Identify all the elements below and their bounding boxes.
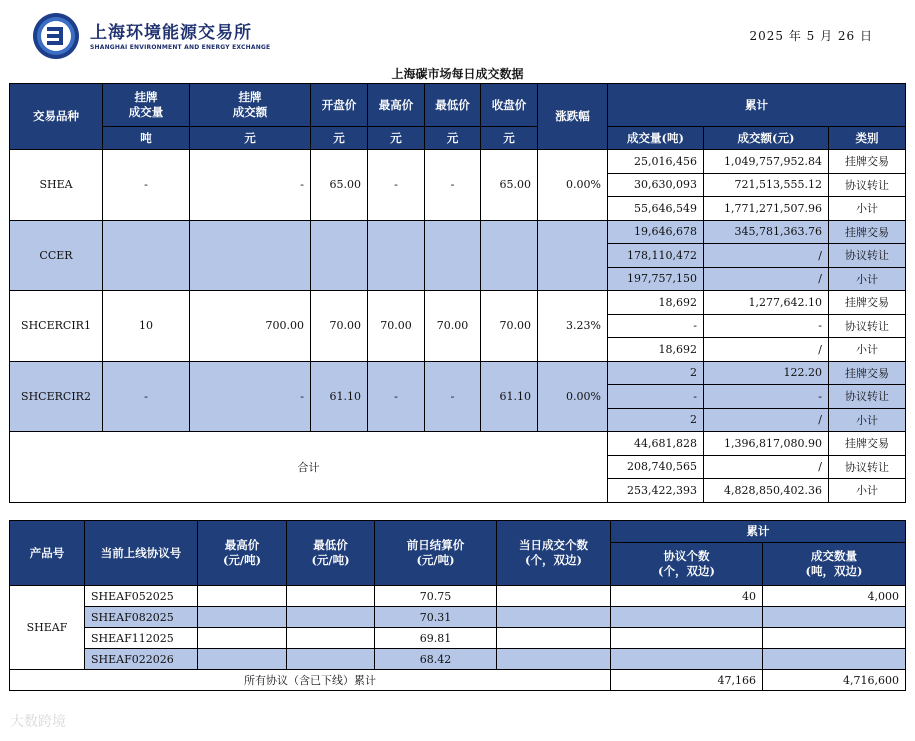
col-cum-amount: 成交额(元)	[704, 127, 829, 150]
total-category-cell: 小计	[829, 479, 906, 503]
col-category: 类别	[829, 127, 906, 150]
day-count-cell	[497, 607, 611, 628]
listed-amount-cell	[190, 220, 311, 291]
listed-amount-cell: 700.00	[190, 291, 311, 362]
category-cell: 协议转让	[829, 385, 906, 409]
listed-volume-cell: -	[103, 361, 190, 432]
cum-trade-volume-cell	[763, 649, 906, 670]
product-name-cell: SHCERCIR1	[10, 291, 103, 362]
contract-cell: SHEAF082025	[85, 607, 198, 628]
cum-trade-volume-cell	[763, 628, 906, 649]
close-price-cell	[481, 220, 538, 291]
cum-volume-cell: 25,016,456	[608, 150, 704, 174]
day-count-cell	[497, 649, 611, 670]
cum-amount-cell: 345,781,363.76	[704, 220, 829, 244]
total-volume-cell: 208,740,565	[608, 455, 704, 479]
cum-amount-cell: 721,513,555.12	[704, 173, 829, 197]
table-row	[10, 291, 906, 315]
open-price-cell	[311, 220, 368, 291]
category-cell: 小计	[829, 408, 906, 432]
futures-agreement-table	[9, 520, 906, 691]
cum-amount-cell: -	[704, 314, 829, 338]
agreement-total-label: 所有协议（含已下线）累计	[10, 670, 611, 691]
low-price-cell	[287, 649, 375, 670]
product-name-cell: SHCERCIR2	[10, 361, 103, 432]
high-price-cell	[198, 628, 287, 649]
total-amount-cell: 1,396,817,080.90	[704, 432, 829, 456]
category-cell: 小计	[829, 338, 906, 362]
total-row	[10, 432, 906, 456]
total-volume-cell: 44,681,828	[608, 432, 704, 456]
cum-volume-cell: 2	[608, 361, 704, 385]
report-title: 上海碳市场每日成交数据	[391, 67, 524, 81]
org-name-en: SHANGHAI ENVIRONMENT AND ENERGY EXCHANGE	[90, 44, 271, 51]
total-volume-cell: 253,422,393	[608, 479, 704, 503]
col-cum-volume: 成交量(吨)	[608, 127, 704, 150]
col-prev-settle: 前日结算价 (元/吨)	[375, 521, 497, 586]
cum-amount-cell: /	[704, 267, 829, 291]
unit-yuan: 元	[368, 127, 425, 150]
category-cell: 挂牌交易	[829, 220, 906, 244]
day-count-cell	[497, 628, 611, 649]
unit-yuan: 元	[311, 127, 368, 150]
low-price-cell	[287, 586, 375, 607]
cum-count-cell	[611, 649, 763, 670]
cum-trade-volume-cell: 4,000	[763, 586, 906, 607]
col-day-count: 当日成交个数 (个，双边)	[497, 521, 611, 586]
cum-amount-cell: -	[704, 385, 829, 409]
total-amount-cell: 4,828,850,402.36	[704, 479, 829, 503]
col-low-price: 最低价 (元/吨)	[287, 521, 375, 586]
cum-amount-cell: 122.20	[704, 361, 829, 385]
prev-settle-cell: 70.75	[375, 586, 497, 607]
org-name-cn: 上海环境能源交易所	[90, 23, 252, 43]
unit-ton: 吨	[103, 127, 190, 150]
prev-settle-cell: 68.42	[375, 649, 497, 670]
contract-cell: SHEAF022026	[85, 649, 198, 670]
product-name-cell: SHEA	[10, 150, 103, 221]
change-cell: 0.00%	[538, 361, 608, 432]
low-price-cell	[287, 607, 375, 628]
category-cell: 协议转让	[829, 173, 906, 197]
col-open: 开盘价	[311, 84, 368, 127]
product-name-cell: CCER	[10, 220, 103, 291]
table-row	[10, 150, 906, 174]
cum-amount-cell: /	[704, 338, 829, 362]
col-listed-amount: 挂牌 成交额	[190, 84, 311, 127]
change-cell: 3.23%	[538, 291, 608, 362]
daily-trading-table	[9, 83, 906, 503]
report-date: 2025 年 5 月 26 日	[749, 29, 873, 43]
agreement-row	[10, 628, 906, 649]
col-product-code: 产品号	[10, 521, 85, 586]
prev-settle-cell: 70.31	[375, 607, 497, 628]
close-price-cell: 65.00	[481, 150, 538, 221]
col-product: 交易品种	[10, 84, 103, 150]
cum-volume-cell: -	[608, 314, 704, 338]
total-category-cell: 协议转让	[829, 455, 906, 479]
day-count-cell	[497, 586, 611, 607]
cum-volume-cell: 18,692	[608, 338, 704, 362]
low-price-cell	[425, 220, 481, 291]
col-high: 最高价	[368, 84, 425, 127]
high-price-cell	[368, 220, 425, 291]
open-price-cell: 70.00	[311, 291, 368, 362]
table-row	[10, 220, 906, 244]
product-code-cell: SHEAF	[10, 586, 85, 670]
high-price-cell	[198, 649, 287, 670]
col-listed-volume: 挂牌 成交量	[103, 84, 190, 127]
agreement-row	[10, 586, 906, 607]
col-cumulative-2: 累计	[611, 521, 906, 543]
high-price-cell: -	[368, 150, 425, 221]
category-cell: 挂牌交易	[829, 361, 906, 385]
unit-yuan: 元	[190, 127, 311, 150]
total-category-cell: 挂牌交易	[829, 432, 906, 456]
contract-cell: SHEAF052025	[85, 586, 198, 607]
agreement-row	[10, 607, 906, 628]
low-price-cell: 70.00	[425, 291, 481, 362]
listed-volume-cell: 10	[103, 291, 190, 362]
watermark: 大数跨境	[10, 714, 66, 730]
change-cell: 0.00%	[538, 150, 608, 221]
category-cell: 协议转让	[829, 244, 906, 268]
cum-volume-cell: 18,692	[608, 291, 704, 315]
cum-volume-cell: 197,757,150	[608, 267, 704, 291]
cum-volume-cell: -	[608, 385, 704, 409]
cum-count-cell	[611, 628, 763, 649]
cum-volume-cell: 30,630,093	[608, 173, 704, 197]
page-header	[0, 0, 915, 66]
change-cell	[538, 220, 608, 291]
cum-amount-cell: /	[704, 408, 829, 432]
col-cumulative: 累计	[608, 84, 906, 127]
col-high-price: 最高价 (元/吨)	[198, 521, 287, 586]
high-price-cell: 70.00	[368, 291, 425, 362]
cum-trade-volume-cell	[763, 607, 906, 628]
cum-volume-cell: 55,646,549	[608, 197, 704, 221]
cum-volume-cell: 2	[608, 408, 704, 432]
cum-amount-cell: /	[704, 244, 829, 268]
category-cell: 挂牌交易	[829, 150, 906, 174]
open-price-cell: 61.10	[311, 361, 368, 432]
cum-volume-cell: 178,110,472	[608, 244, 704, 268]
agreement-total-row	[10, 670, 906, 691]
cum-volume-cell: 19,646,678	[608, 220, 704, 244]
high-price-cell	[198, 607, 287, 628]
open-price-cell: 65.00	[311, 150, 368, 221]
col-cum-count: 协议个数 (个，双边)	[611, 543, 763, 586]
category-cell: 小计	[829, 197, 906, 221]
listed-amount-cell: -	[190, 150, 311, 221]
prev-settle-cell: 69.81	[375, 628, 497, 649]
total-amount-cell: /	[704, 455, 829, 479]
cum-amount-cell: 1,049,757,952.84	[704, 150, 829, 174]
category-cell: 挂牌交易	[829, 291, 906, 315]
close-price-cell: 70.00	[481, 291, 538, 362]
close-price-cell: 61.10	[481, 361, 538, 432]
listed-volume-cell: -	[103, 150, 190, 221]
col-close: 收盘价	[481, 84, 538, 127]
high-price-cell	[198, 586, 287, 607]
exchange-logo-icon	[32, 12, 80, 60]
cum-count-cell	[611, 607, 763, 628]
cum-amount-cell: 1,771,271,507.96	[704, 197, 829, 221]
col-change: 涨跌幅	[538, 84, 608, 150]
total-label-cell: 合计	[10, 432, 608, 503]
col-cum-trade-volume: 成交数量 (吨，双边)	[763, 543, 906, 586]
unit-yuan: 元	[481, 127, 538, 150]
category-cell: 协议转让	[829, 314, 906, 338]
agreement-row	[10, 649, 906, 670]
cum-amount-cell: 1,277,642.10	[704, 291, 829, 315]
low-price-cell: -	[425, 361, 481, 432]
listed-amount-cell: -	[190, 361, 311, 432]
agreement-total-volume: 4,716,600	[763, 670, 906, 691]
low-price-cell: -	[425, 150, 481, 221]
contract-cell: SHEAF112025	[85, 628, 198, 649]
unit-yuan: 元	[425, 127, 481, 150]
low-price-cell	[287, 628, 375, 649]
col-low: 最低价	[425, 84, 481, 127]
cum-count-cell: 40	[611, 586, 763, 607]
table-row	[10, 361, 906, 385]
col-contract-no: 当前上线协议号	[85, 521, 198, 586]
agreement-total-count: 47,166	[611, 670, 763, 691]
listed-volume-cell	[103, 220, 190, 291]
high-price-cell: -	[368, 361, 425, 432]
category-cell: 小计	[829, 267, 906, 291]
